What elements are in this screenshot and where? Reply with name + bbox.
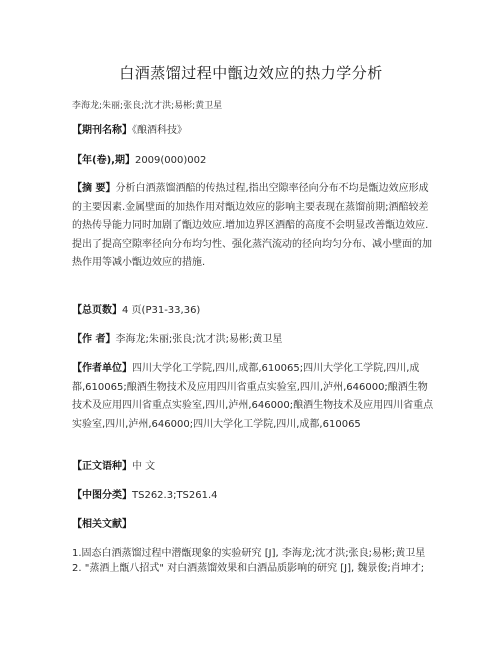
- reference-item[interactable]: 1.固态白酒蒸馏过程中潜甑现象的实验研究 [J], 李海龙;沈才洪;张良;易彬;黄卫星: [72, 548, 426, 559]
- pages-field: [72, 302, 434, 321]
- abstract-label: 【摘 要】: [72, 183, 116, 194]
- year-value: 2009(000)002: [134, 155, 207, 166]
- journal-value: 《酿酒科技》: [132, 125, 187, 136]
- related-label: 【相关文献】: [72, 519, 132, 530]
- abstract-value: 分析白酒蒸馏酒醅的传热过程,指出空隙率径向分布不均是甑边效应形成的主要因素.金属壁面的加热作用对甑边效应的影响主要表现在蒸馏前期;酒醅较差的热传导能力同时加剧了甑边效应.增加边界区酒醅的高度不会明显改善甑边效应.提出了提高空隙率径向分布均匀性、强化蒸汽流动的径向均匀分布、减小壁面的加热作用等减小甑边效应的措施.: [72, 183, 432, 268]
- journal-label: 【期刊名称】: [72, 125, 132, 136]
- year-label: 【年(卷),期】: [72, 155, 135, 166]
- classification-value: TS262.3;TS261.4: [132, 490, 218, 501]
- classification-label: 【中图分类】: [72, 490, 132, 501]
- abstract-field: [72, 180, 434, 273]
- author-line: 李海龙;朱丽;张良;沈才洪;易彬;黄卫星: [72, 101, 223, 111]
- classification-field: [72, 487, 434, 506]
- author-value: 李海龙;朱丽;张良;沈才洪;易彬;黄卫星: [115, 334, 283, 345]
- author-field: [72, 331, 434, 350]
- reference-list: [72, 546, 434, 576]
- language-value: 中 文: [132, 461, 156, 472]
- page-title: 白酒蒸馏过程中甑边效应的热力学分析: [119, 64, 383, 82]
- related-field: [72, 516, 434, 535]
- pages-value: 4 页(P31-33,36): [122, 305, 201, 316]
- affiliation-field: [72, 360, 434, 434]
- language-field: [72, 458, 434, 477]
- reference-item[interactable]: 2. "蒸酒上甑八招式" 对白酒蒸馏效果和白酒品质影响的研究 [J], 魏景俊;肖坤才;: [72, 563, 425, 574]
- language-label: 【正文语种】: [72, 461, 132, 472]
- journal-field: [72, 122, 434, 141]
- pages-label: 【总页数】: [72, 305, 122, 316]
- affiliation-value: 四川大学化工学院,四川,成都,610065;四川大学化工学院,四川,成都,610065;酿酒生物技术及应用四川省重点实验室,四川,泸州,646000;酿酒生物技术及应用四川省重点实验室,四川,泸州,646000;酿酒生物技术及应用四川省重点实验室,四川,泸州,646000;四川大学化工学院,四川,成都,610065: [72, 363, 434, 430]
- year-field: [72, 152, 434, 171]
- author-label: 【作 者】: [72, 334, 116, 345]
- affiliation-label: 【作者单位】: [72, 363, 132, 374]
